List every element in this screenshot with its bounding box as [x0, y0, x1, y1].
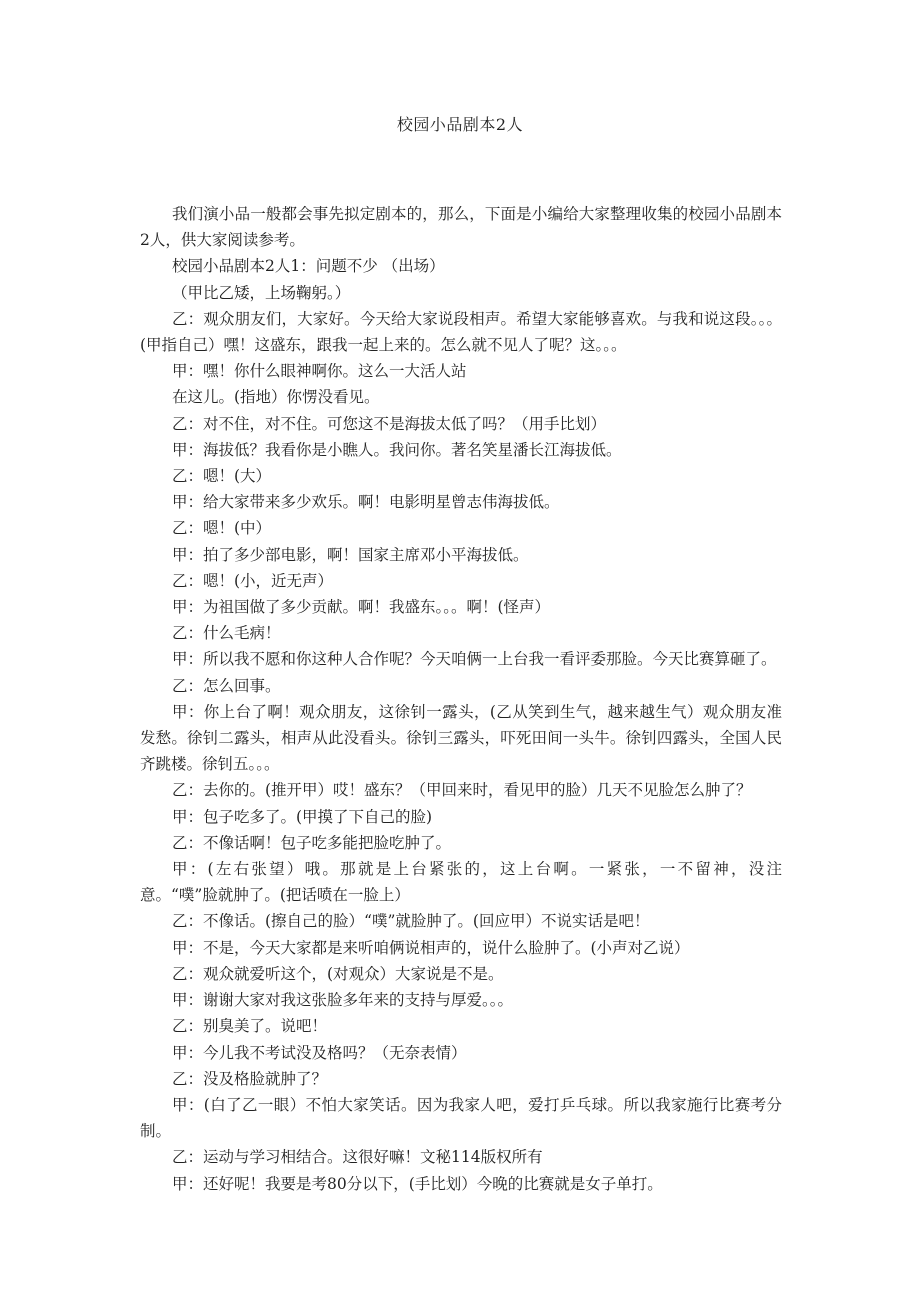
document-body	[140, 201, 782, 1197]
paragraph: 甲：(白了乙一眼）不怕大家笑话。因为我家人吧，爱打乒乓球。所以我家施行比赛考分制。	[140, 1095, 782, 1141]
paragraph: 甲：(左右张望）哦。那就是上台紧张的，这上台啊。一紧张，一不留神，没注意。“噗”脸就肿了。(把话喷在一脸上）	[140, 860, 782, 905]
paragraph: 甲：不是，今天大家都是来听咱俩说相声的，说什么脸肿了。(小声对乙说）	[172, 938, 690, 957]
paragraph: 甲：还好呢！我要是考80分以下，(手比划）今晚的比赛就是女子单打。	[172, 1174, 663, 1193]
paragraph: 甲：嘿！你什么眼神啊你。这么一大活人站	[172, 362, 467, 381]
paragraph: （甲比乙矮，上场鞠躬。）	[172, 283, 351, 302]
paragraph: 乙：嗯！(中）	[172, 519, 272, 538]
paragraph: 甲：给大家带来多少欢乐。啊！电影明星曾志伟海拔低。	[172, 493, 560, 512]
paragraph: 乙：运动与学习相结合。这很好嘛！文秘114版权所有	[172, 1148, 543, 1167]
paragraph: 乙：观众就爱听这个，(对观众）大家说是不是。	[172, 964, 504, 983]
paragraph: 乙：嗯！(大）	[172, 467, 272, 486]
paragraph: 甲：所以我不愿和你这种人合作呢？今天咱俩一上台我一看评委那脸。今天比赛算砸了。	[172, 650, 777, 669]
paragraph: 乙：怎么回事。	[172, 676, 281, 695]
paragraph: 我们演小品一般都会事先拟定剧本的，那么，下面是小编给大家整理收集的校园小品剧本2人，供大家阅读参考。	[140, 205, 782, 250]
paragraph: 乙：观众朋友们，大家好。今天给大家说段相声。希望大家能够喜欢。与我和说这段。。。(甲指自己）嘿！这盛东，跟我一起上来的。怎么就不见人了呢？这。。。	[140, 309, 782, 355]
paragraph: 甲：你上台了啊！观众朋友，这徐钊一露头，(乙从笑到生气，越来越生气）观众朋友准发愁。徐钊二露头，相声从此没看头。徐钊三露头，吓死田间一头牛。徐钊四露头，全国人民齐跳楼。徐钊五。。。	[140, 702, 782, 774]
paragraph: 乙：不像话啊！包子吃多能把脸吃肿了。	[172, 833, 452, 852]
paragraph: 甲：今儿我不考试没及格吗？（无奈表情）	[172, 1043, 467, 1062]
paragraph: 甲：谢谢大家对我这张脸多年来的支持与厚爱。。。	[172, 991, 514, 1010]
paragraph: 校园小品剧本2人1：问题不少 （出场）	[172, 257, 445, 276]
paragraph: 甲：海拔低？我看你是小瞧人。我问你。著名笑星潘长江海拔低。	[172, 440, 622, 459]
paragraph: 乙：对不住，对不住。可您这不是海拔太低了吗？（用手比划）	[172, 414, 607, 433]
paragraph: 乙：不像话。(擦自己的脸）“噗”就脸肿了。(回应甲）不说实话是吧！	[172, 912, 650, 931]
paragraph: 在这儿。(指地）你愣没看见。	[172, 388, 380, 407]
paragraph: 甲：包子吃多了。(甲摸了下自己的脸)	[172, 807, 433, 826]
paragraph: 乙：什么毛病！	[172, 624, 281, 643]
paragraph: 乙：没及格脸就肿了？	[172, 1069, 328, 1088]
paragraph: 乙：嗯！(小，近无声）	[172, 571, 334, 590]
paragraph: 甲：拍了多少部电影，啊！国家主席邓小平海拔低。	[172, 545, 529, 564]
document-title: 校园小品剧本2人	[396, 115, 524, 134]
paragraph: 乙：去你的。(推开甲）哎！盛东？（甲回来时，看见甲的脸）几天不见脸怎么肿了？	[172, 781, 752, 800]
paragraph: 甲：为祖国做了多少贡献。啊！我盛东。。。啊！(怪声）	[172, 598, 551, 617]
paragraph: 乙：别臭美了。说吧！	[172, 1017, 328, 1036]
